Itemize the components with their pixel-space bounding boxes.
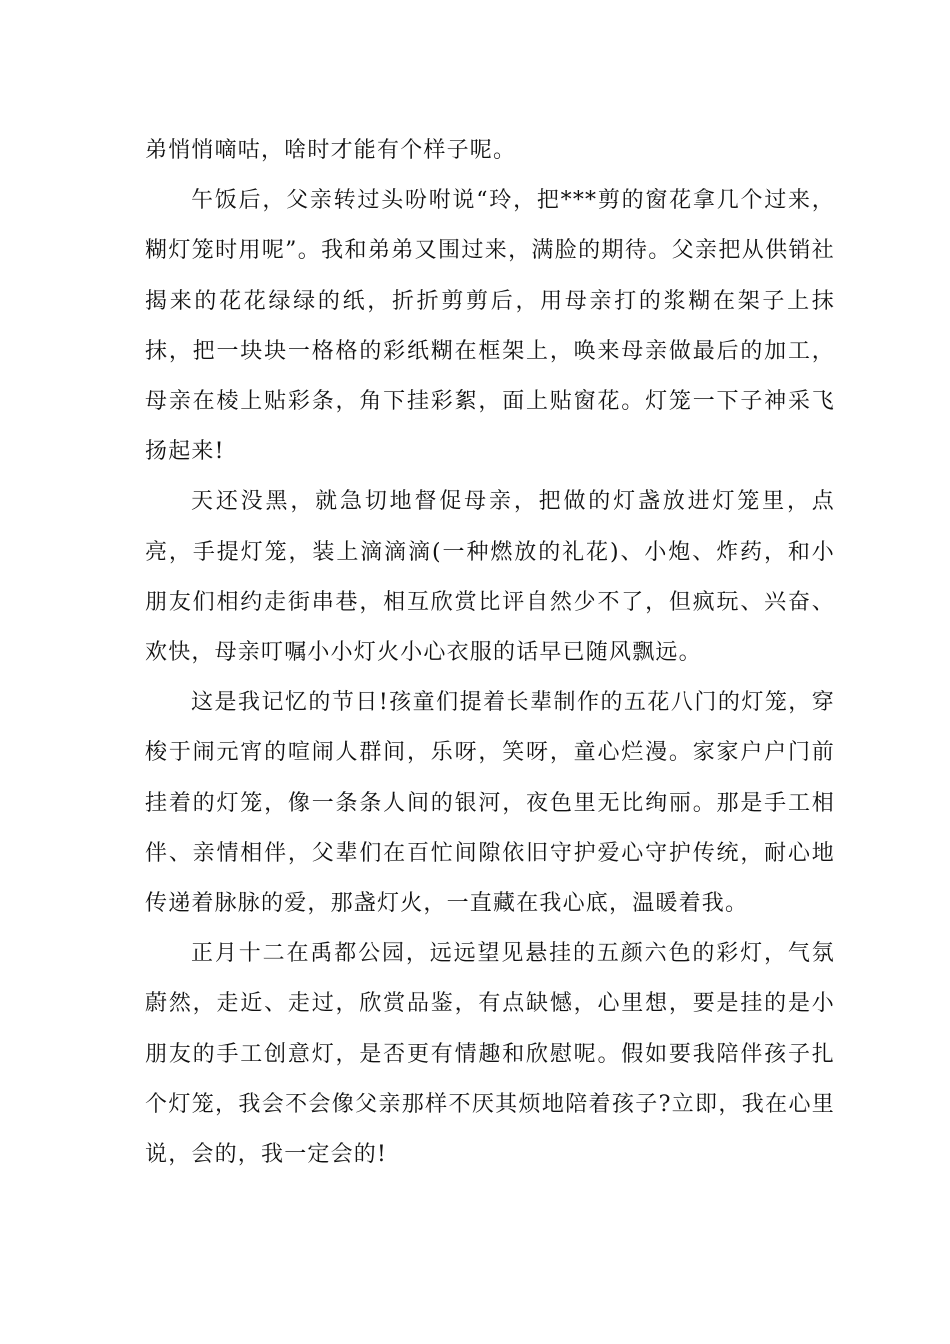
- paragraph-5: 正月十二在禹都公园，远远望见悬挂的五颜六色的彩灯，气氛蔚然，走近、走过，欣赏品鉴，有点缺憾，心里想，要是挂的是小朋友的手工创意灯，是否更有情趣和欣慰呢。假如要我陪伴孩子扎个灯笼，我会不会像父亲那样不厌其烦地陪着孩子?立即，我在心里说，会的，我一定会的!: [145, 941, 835, 1168]
- paragraph-3: 天还没黑，就急切地督促母亲，把做的灯盏放进灯笼里，点亮，手提灯笼，装上滴滴滴(一种燃放的礼花)、小炮、炸药，和小朋友们相约走街串巷，相互欣赏比评自然少不了，但疯玩、兴奋、欢快，母亲叮嘱小小灯火小心衣服的话早已随风飘远。: [145, 489, 835, 666]
- paragraph-4: 这是我记忆的节日!孩童们提着长辈制作的五花八门的灯笼，穿梭于闹元宵的喧闹人群间，乐呀，笑呀，童心烂漫。家家户户门前挂着的灯笼，像一条条人间的银河，夜色里无比绚丽。那是手工相伴、亲情相伴，父辈们在百忙间隙依旧守护爱心守护传统，耐心地传递着脉脉的爱，那盏灯火，一直藏在我心底，温暖着我。: [145, 690, 835, 917]
- paragraph-2: 午饭后，父亲转过头吩咐说“玲，把***剪的窗花拿几个过来，糊灯笼时用呢”。我和弟弟又围过来，满脸的期待。父亲把从供销社揭来的花花绿绿的纸，折折剪剪后，用母亲打的浆糊在架子上抹抹，把一块块一格格的彩纸糊在框架上，唤来母亲做最后的加工，母亲在棱上贴彩条，角下挂彩絮，面上贴窗花。灯笼一下子神采飞扬起来!: [145, 188, 835, 465]
- paragraph-1: 弟悄悄嘀咕，啥时才能有个样子呢。: [145, 138, 517, 163]
- document-body: [145, 126, 835, 1180]
